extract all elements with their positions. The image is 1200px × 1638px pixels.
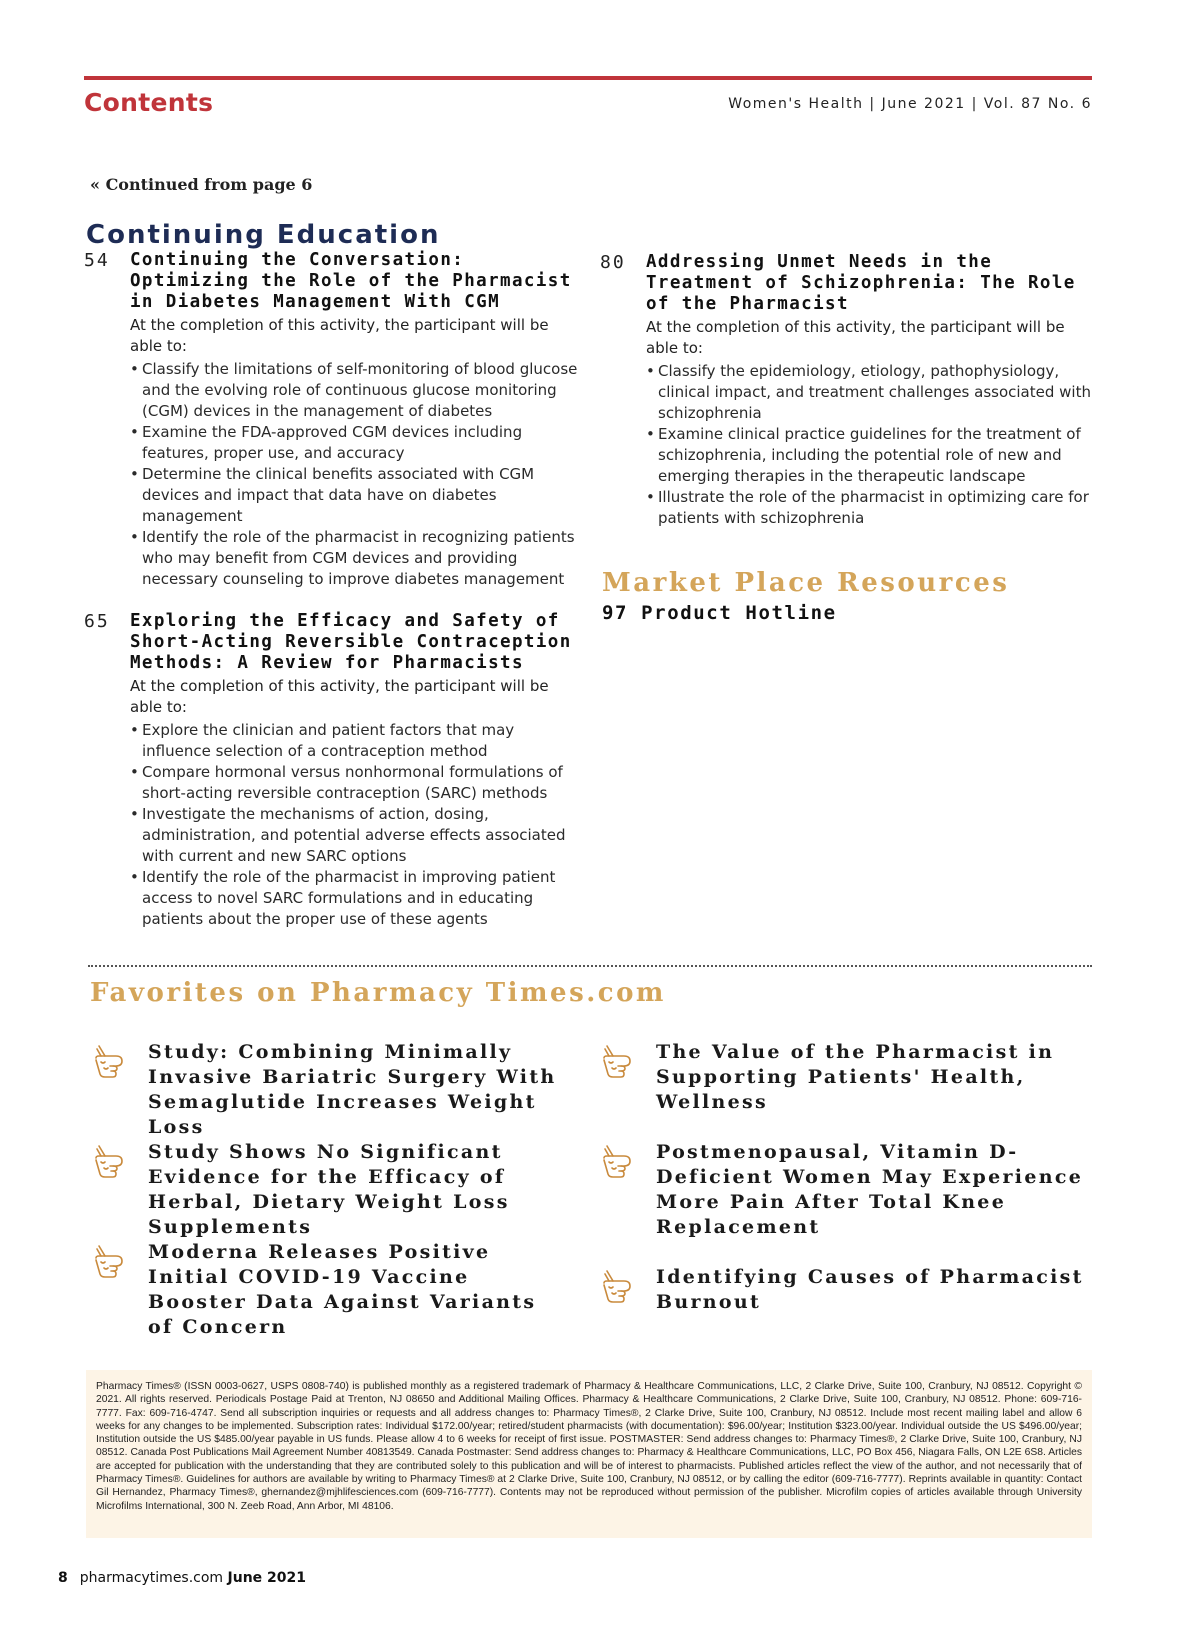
header-rule: [84, 76, 1092, 80]
pointing-hand-icon: [92, 1244, 126, 1280]
objective-item: • Explore the clinician and patient factors that may influence selection of a contraception method: [130, 720, 584, 762]
section-divider: [88, 965, 1092, 967]
article-intro: At the completion of this activity, the participant will be able to:: [130, 316, 549, 355]
objective-item: • Investigate the mechanisms of action, dosing, administration, and potential adverse effects associated with current and new SARC options: [130, 804, 584, 867]
pointing-hand-icon: [92, 1044, 126, 1080]
pointing-hand-icon: [92, 1144, 126, 1180]
objectives-list: [130, 359, 584, 590]
favorite-title[interactable]: Study Shows No Significant Evidence for the Efficacy of Herbal, Dietary Weight Loss Supplements: [148, 1141, 510, 1238]
issue-info: Women's Health | June 2021 | Vol. 87 No. 6: [728, 96, 1092, 112]
article-page-number: 54: [84, 250, 110, 271]
site-name[interactable]: pharmacytimes.com: [79, 1570, 224, 1586]
continuing-education-heading: Continuing Education: [86, 220, 441, 250]
favorite-title[interactable]: Study: Combining Minimally Invasive Bariatric Surgery With Semaglutide Increases Weight Loss: [148, 1041, 557, 1138]
page-number: 8: [58, 1570, 68, 1586]
page-footer: [58, 1570, 306, 1586]
publication-info-box: [86, 1370, 1092, 1538]
article-title[interactable]: Addressing Unmet Needs in the Treatment of Schizophrenia: The Role of the Pharmacist: [646, 252, 1076, 314]
objective-item: • Identify the role of the pharmacist in improving patient access to novel SARC formulations and in educating patients about the proper use of these agents: [130, 867, 584, 930]
objectives-list: [646, 361, 1092, 529]
article-page-number: 80: [600, 252, 626, 273]
objective-item: • Compare hormonal versus nonhormonal formulations of short-acting reversible contraception (SARC) methods: [130, 762, 584, 804]
pointing-hand-icon: [600, 1269, 634, 1305]
objective-item: • Examine the FDA-approved CGM devices including features, proper use, and accuracy: [130, 422, 584, 464]
article-intro: At the completion of this activity, the participant will be able to:: [130, 677, 549, 716]
favorite-title[interactable]: Identifying Causes of Pharmacist Burnout: [656, 1266, 1084, 1313]
market-place-heading: Market Place Resources: [602, 568, 1010, 598]
article-title[interactable]: Continuing the Conversation: Optimizing the Role of the Pharmacist in Diabetes Management With CGM: [130, 250, 572, 312]
page-title: Contents: [84, 88, 214, 117]
objective-item: • Determine the clinical benefits associated with CGM devices and impact that data have on diabetes management: [130, 464, 584, 527]
objectives-list: [130, 720, 584, 930]
favorite-title[interactable]: The Value of the Pharmacist in Supporting Patients' Health, Wellness: [656, 1041, 1055, 1113]
objective-item: • Classify the limitations of self-monitoring of blood glucose and the evolving role of continuous glucose monitoring (CGM) devices in the management of diabetes: [130, 359, 584, 422]
publication-info-text: Pharmacy Times® (ISSN 0003-0627, USPS 0808-740) is published monthly as a registered trademark of Pharmacy & Healthcare Communications, LLC, 2 Clarke Drive, Suite 100, Cranbury, NJ 08512. Copyright © 2021. All rights reserved. Periodicals Postage Paid at Trenton, NJ 08650 and Additional Mailing Offices. Pharmacy & Healthcare Communications, 2 Clarke Drive, Suite 100, Cranbury, NJ 08512. Phone: 609-716-7777. Fax: 609-716-4747. Send all subscription inquiries or requests and all address changes to: Pharmacy Times®, 2 Clarke Drive, Suite 100, Cranbury, NJ 08512. Include most recent mailing label and allow 6 weeks for any changes to be implemented. Subscription rates: Individual $172.00/year; retired/student pharmacists (with documentation): $96.00/year; Institution $323.00/year. Individual outside the US $496.00/year; Institution outside the US $485.00/year payable in US funds. Please allow 4 to 6 weeks for receipt of first issue. POSTMASTER: Send address changes to: Pharmacy Times®, 2 Clarke Drive, Suite 100, Cranbury, NJ 08512. Canada Post Publications Mail Agreement Number 40813549. Canada Postmaster: Send address changes to: Pharmacy & Healthcare Communications, LLC, PO Box 456, Niagara Falls, ON L2E 6S8. Articles are accepted for publication with the understanding that they are contributed solely to this publication and will be of interest to pharmacists. Published articles reflect the view of the author, and not necessarily that of Pharmacy Times®. Guidelines for authors are available by writing to Pharmacy Times® at 2 Clarke Drive, Suite 100, Cranbury, NJ 08512, or by calling the editor (609-716-7777). Reprints available in quantity: Contact Gil Hernandez, Pharmacy Times®, ghernandez@mjhlifesciences.com (609-716-7777). Contents may not be reproduced without permission of the publisher. Microfilm copies of articles available through University Microfilms International, 300 N. Zeeb Road, Ann Arbor, MI 48106.: [96, 1381, 1082, 1512]
article-title[interactable]: Exploring the Efficacy and Safety of Short-Acting Reversible Contraception Methods: A Review for Pharmacists: [130, 611, 572, 673]
favorites-heading: Favorites on Pharmacy Times.com: [90, 978, 666, 1008]
objective-item: • Illustrate the role of the pharmacist in optimizing care for patients with schizophrenia: [646, 487, 1092, 529]
pointing-hand-icon: [600, 1144, 634, 1180]
issue-date: June 2021: [227, 1570, 307, 1586]
favorite-title[interactable]: Moderna Releases Positive Initial COVID-19 Vaccine Booster Data Against Variants of Concern: [148, 1241, 537, 1338]
pointing-hand-icon: [600, 1044, 634, 1080]
continued-note: « Continued from page 6: [90, 175, 313, 194]
objective-item: • Classify the epidemiology, etiology, pathophysiology, clinical impact, and treatment challenges associated with schizophrenia: [646, 361, 1092, 424]
article-page-number: 65: [84, 611, 110, 632]
product-hotline-link[interactable]: 97 Product Hotline: [602, 602, 837, 624]
favorite-title[interactable]: Postmenopausal, Vitamin D-Deficient Women May Experience More Pain After Total Knee Replacement: [656, 1141, 1084, 1238]
objective-item: • Examine clinical practice guidelines for the treatment of schizophrenia, including the potential role of new and emerging therapies in the therapeutic landscape: [646, 424, 1092, 487]
objective-item: • Identify the role of the pharmacist in recognizing patients who may benefit from CGM devices and providing necessary counseling to improve diabetes management: [130, 527, 584, 590]
article-intro: At the completion of this activity, the participant will be able to:: [646, 318, 1065, 357]
